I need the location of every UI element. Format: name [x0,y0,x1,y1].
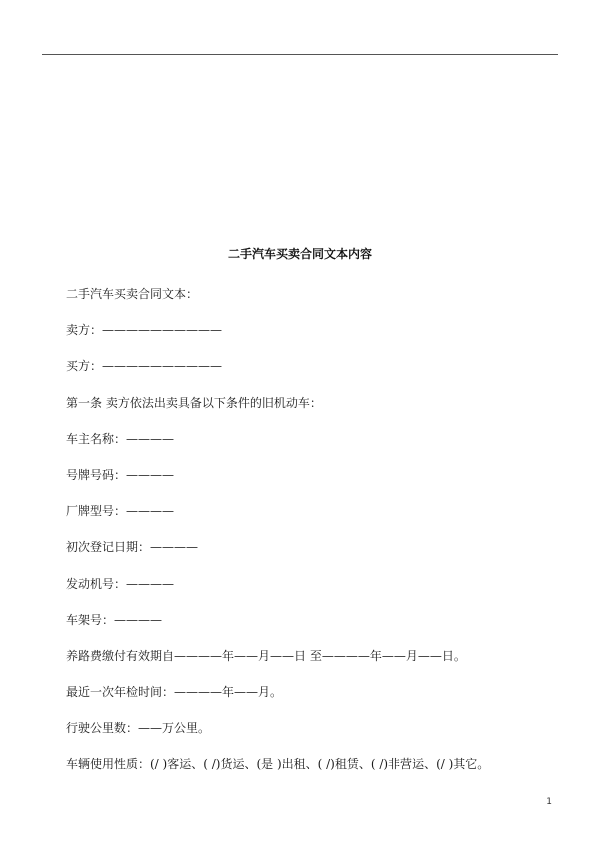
body-line-article-1: 第一条 卖方依法出卖具备以下条件的旧机动车： [66,395,322,410]
document-body [66,286,566,793]
body-line-seller: 卖方：—————————— [66,323,223,338]
body-line-engine-number: 发动机号：———— [66,576,175,591]
body-line-last-inspection: 最近一次年检时间：————年——月。 [66,685,283,700]
header-rule [42,54,558,55]
body-line-first-registration: 初次登记日期：———— [66,540,199,555]
body-line-buyer: 买方：—————————— [66,359,223,374]
page-number: 1 [546,797,552,807]
document-title: 二手汽车买卖合同文本内容 [227,247,372,261]
body-line-road-fee-period: 养路费缴付有效期自————年——月——日 至————年——月——日。 [66,648,466,663]
body-line-brand-model: 厂牌型号：———— [66,504,175,519]
body-line-usage-type: 车辆使用性质：(/ )客运、( /)货运、(是 )出租、( /)租赁、( /)非营运、(/ )其它。 [66,757,490,772]
body-line-owner-name: 车主名称：———— [66,431,175,446]
body-line-frame-number: 车架号：———— [66,612,163,627]
body-line-plate-number: 号牌号码：———— [66,467,175,482]
body-line-intro: 二手汽车买卖合同文本： [66,287,199,301]
body-line-mileage: 行驶公里数：——万公里。 [66,721,211,736]
